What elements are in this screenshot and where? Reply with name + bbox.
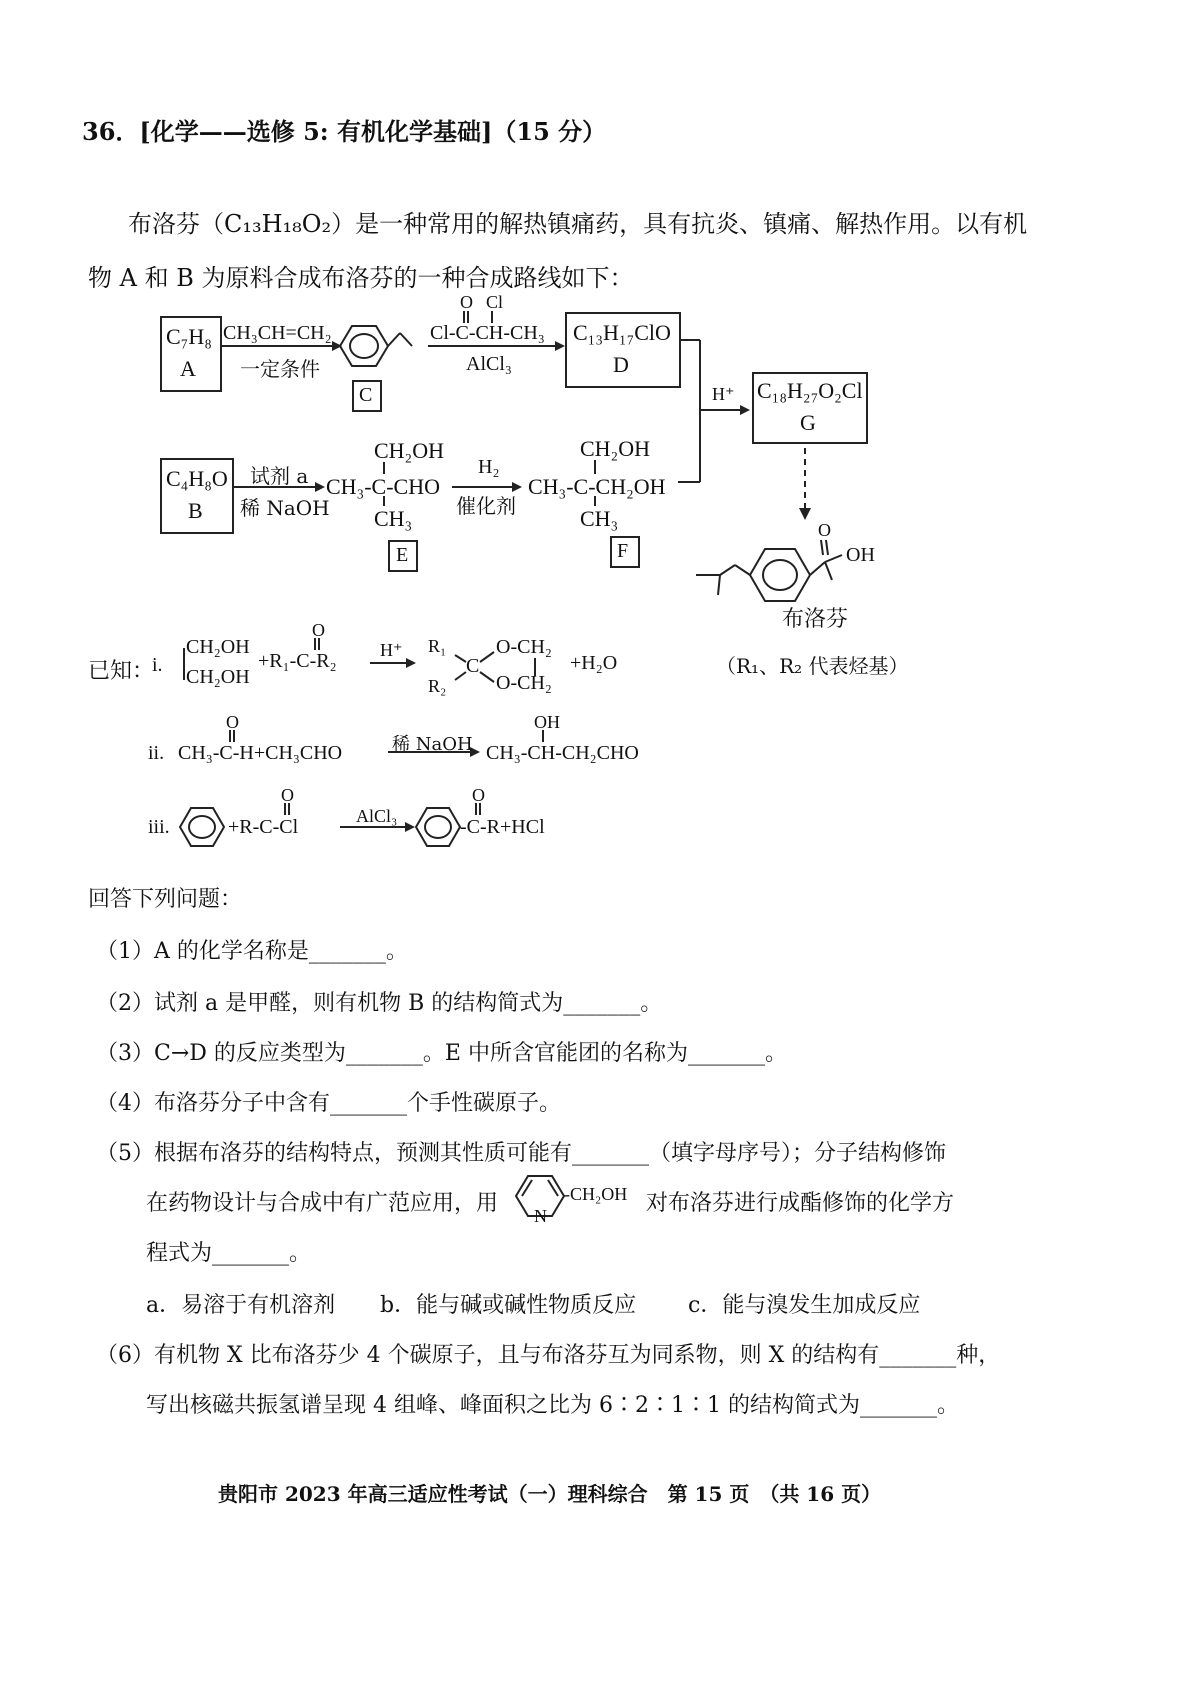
page-footer: 贵阳市 2023 年高三适应性考试（一）理科综合 第 15 页 （共 16 页）: [218, 1482, 882, 1506]
compound-b-box: [160, 458, 234, 534]
known-i-ch2oh-2: CH₂OH: [186, 666, 250, 688]
question-5-line-1: （5）根据布洛芬的结构特点，预测其性质可能有_______（填字母序号）；分子结构修饰: [96, 1141, 946, 1166]
compound-e-bot: CH₃: [374, 506, 413, 531]
compound-e-top: CH₂OH: [374, 438, 445, 463]
benzene-ring-iii: [180, 808, 224, 846]
known-iii-label: iii.: [148, 816, 170, 838]
benzene-ring-ibuprofen: [750, 549, 810, 601]
known-ii-product: CH₃-CH-CH₂CHO: [486, 742, 639, 764]
compound-b-label: B: [188, 498, 203, 523]
known-i-och2-1: O-CH₂: [496, 636, 552, 658]
known-iii-acyl-chloride: +R-C-Cl: [228, 816, 299, 838]
known-i-r1: R₁: [428, 636, 447, 656]
questions-intro: 回答下列问题：: [88, 887, 243, 912]
product-name: 布洛芬: [782, 607, 849, 632]
known-i-condition: H⁺: [380, 640, 403, 660]
compound-f-mid: CH₃-C-CH₂OH: [528, 474, 666, 499]
compound-g-label: G: [800, 410, 816, 435]
compound-a-box: [160, 316, 222, 392]
reagent-a-top: CH₃CH=CH₂: [223, 322, 332, 344]
known-i-carbonyl-o: O: [312, 620, 325, 640]
reagent-b-top: 试剂 a: [250, 464, 309, 488]
option-b: b．能与碱或碱性物质反应: [380, 1293, 637, 1318]
reagent-g-acid: H⁺: [712, 384, 735, 404]
question-5-reagent: -CH₂OH: [564, 1184, 628, 1204]
compound-g-formula: C₁₈H₂₇O₂Cl: [757, 378, 863, 403]
compound-f-bot: CH₃: [580, 506, 619, 531]
question-3: （3）C→D 的反应类型为_______。E 中所含官能团的名称为_______。: [96, 1041, 787, 1066]
known-iii-carbonyl-o: O: [281, 785, 294, 805]
question-6-line-1: （6）有机物 X 比布洛芬少 4 个碳原子，且与布洛芬互为同系物，则 X 的结构有_______种，: [96, 1343, 1001, 1368]
compound-b-formula: C₄H₈O: [166, 466, 228, 491]
reagent-c-carbonyl-o: O: [460, 292, 473, 312]
product-carbonyl-o: O: [818, 520, 831, 540]
reagent-e-bottom: 催化剂: [456, 494, 516, 518]
benzene-ring-iii-product: [416, 808, 460, 846]
compound-e-mid: CH₃-C-CHO: [326, 474, 441, 499]
compound-f-top: CH₂OH: [580, 436, 651, 461]
reagent-b-bottom: 稀 NaOH: [240, 496, 330, 520]
option-a: a．易溶于有机溶剂: [146, 1293, 336, 1318]
known-iii-product: -C-R+HCl: [460, 816, 545, 838]
known-i-ch2oh-1: CH₂OH: [186, 636, 250, 658]
intro-line-1: 布洛芬（C₁₃H₁₈O₂）是一种常用的解热镇痛药，具有抗炎、镇痛、解热作用。以有机: [128, 210, 1028, 238]
known-prefix: 已知：: [88, 659, 155, 684]
compound-d-label: D: [613, 352, 629, 377]
compound-d-box: [565, 312, 681, 388]
reagent-c-formula: Cl-C-CH-CH₃: [430, 322, 545, 344]
question-2: （2）试剂 a 是甲醛，则有机物 B 的结构简式为_______。: [96, 991, 663, 1016]
question-5-line-2b: 对布洛芬进行成酯修饰的化学方: [646, 1191, 955, 1216]
reagent-e-top: H₂: [478, 456, 500, 478]
question-5-line-2a: 在药物设计与合成中有广范应用，用: [146, 1191, 499, 1216]
known-ii-carbonyl-o: O: [226, 712, 239, 732]
known-i-ketone: +R₁-C-R₂: [258, 650, 337, 672]
compound-a-formula: C₇H₈: [166, 324, 212, 349]
known-iii-product-o: O: [472, 785, 485, 805]
r-group-note: （R₁、R₂ 代表烃基）: [716, 654, 909, 678]
intro-line-2: 物 A 和 B 为原料合成布洛芬的一种合成路线如下：: [88, 264, 634, 292]
compound-f-box: [610, 536, 640, 568]
compound-c-box: [352, 380, 382, 412]
compound-e-box: [388, 540, 418, 572]
known-ii-condition: 稀 NaOH: [392, 734, 473, 755]
compound-c-label: C: [359, 384, 373, 406]
question-5-pyridine-n: N: [534, 1206, 547, 1226]
question-6-line-2: 写出核磁共振氢谱呈现 4 组峰、峰面积之比为 6∶2∶1∶1 的结构简式为_______。: [146, 1393, 959, 1418]
known-i-och2-2: O-CH₂: [496, 672, 552, 694]
reagent-a-bottom: 一定条件: [240, 357, 320, 381]
reagent-c-catalyst: AlCl₃: [466, 353, 512, 375]
compound-d-formula: C₁₃H₁₇ClO: [573, 320, 671, 345]
known-i-label: i.: [152, 654, 163, 676]
question-5-line-3: 程式为_______。: [146, 1241, 312, 1266]
compound-a-label: A: [180, 356, 196, 381]
question-title: 36．[化学——选修 5: 有机化学基础]（15 分）: [82, 117, 607, 146]
known-i-c: C: [466, 655, 480, 677]
known-ii-oh: OH: [534, 712, 560, 732]
known-i-water: +H₂O: [570, 652, 618, 674]
compound-f-label: F: [617, 540, 629, 562]
question-4: （4）布洛芬分子中含有_______个手性碳原子。: [96, 1091, 561, 1116]
benzene-ring-c: [340, 326, 388, 366]
question-1: （1）A 的化学名称是_______。: [96, 939, 408, 964]
known-i-r2: R₂: [428, 676, 447, 696]
reagent-c-cl: Cl: [486, 292, 504, 312]
known-iii-condition: AlCl₃: [356, 806, 398, 826]
known-ii-label: ii.: [148, 742, 165, 764]
option-c: c．能与溴发生加成反应: [688, 1293, 921, 1318]
compound-g-box: [752, 372, 868, 444]
compound-e-label: E: [396, 544, 409, 566]
known-ii-reactants: CH₃-C-H+CH₃CHO: [178, 742, 343, 764]
product-oh: OH: [846, 544, 875, 566]
